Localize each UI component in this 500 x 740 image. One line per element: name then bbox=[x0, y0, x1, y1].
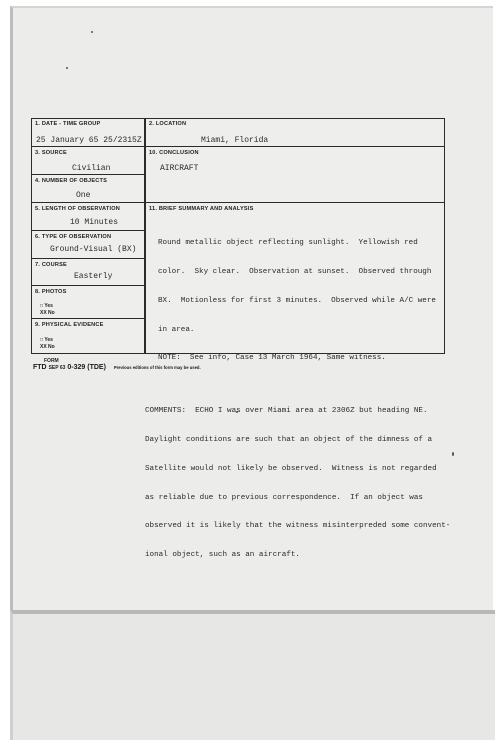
summary-line: COMMENTS: ECHO I was over Miami area at 2306Z but heading NE. bbox=[145, 407, 428, 416]
number-of-objects-label: 4. NUMBER OF OBJECTS bbox=[35, 178, 108, 184]
summary-line: observed it is likely that the witness misinterpreded some convent- bbox=[145, 522, 451, 531]
summary-line: Satellite would not likely be observed. Witness is not regarded bbox=[145, 464, 437, 473]
form-identifier bbox=[33, 364, 201, 371]
physical-evidence-no-checkbox: XX No bbox=[40, 344, 55, 350]
location-label: 2. LOCATION bbox=[149, 121, 187, 127]
brief-summary-label: 11. BRIEF SUMMARY AND ANALYSIS bbox=[149, 206, 254, 212]
row-divider bbox=[31, 202, 445, 203]
source-label: 3. SOURCE bbox=[35, 150, 67, 156]
form-date: SEP 63 bbox=[48, 365, 66, 371]
row-divider bbox=[31, 258, 144, 259]
photos-label: 8. PHOTOS bbox=[35, 289, 67, 295]
number-of-objects-value: One bbox=[76, 191, 91, 200]
physical-evidence-label: 9. PHYSICAL EVIDENCE bbox=[35, 322, 104, 328]
scan-speck bbox=[91, 31, 93, 33]
length-of-observation-value: 10 Minutes bbox=[70, 218, 119, 227]
date-time-group-label: 1. DATE - TIME GROUP bbox=[35, 121, 101, 127]
document-underlay bbox=[10, 610, 495, 740]
type-of-observation-label: 6. TYPE OF OBSERVATION bbox=[35, 234, 112, 240]
form-word: FORM bbox=[44, 358, 59, 364]
previous-editions-note: Previous editions of this form may be used. bbox=[113, 365, 201, 370]
summary-line: ional object, such as an aircraft. bbox=[145, 551, 300, 560]
location-value: Miami, Florida bbox=[201, 136, 269, 145]
conclusion-value: AIRCRAFT bbox=[160, 164, 199, 173]
photos-no-checkbox: XX No bbox=[40, 310, 55, 316]
photos-yes-checkbox: □ Yes bbox=[40, 303, 53, 309]
source-value: Civilian bbox=[72, 164, 111, 173]
summary-line: in area. bbox=[158, 325, 195, 334]
length-of-observation-label: 5. LENGTH OF OBSERVATION bbox=[35, 206, 120, 212]
conclusion-label: 10. CONCLUSION bbox=[149, 150, 199, 156]
summary-line: Daylight conditions are such that an object of the dimness of a bbox=[145, 436, 433, 445]
row-divider bbox=[31, 285, 144, 286]
row-divider bbox=[31, 230, 144, 231]
form-number: 0-329 (TDE) bbox=[67, 364, 106, 371]
course-value: Easterly bbox=[74, 272, 113, 281]
summary-line: NOTE: See info, Case 13 March 1964, Same witness. bbox=[158, 354, 386, 363]
course-label: 7. COURSE bbox=[35, 262, 67, 268]
summary-line: as reliable due to previous correspondence. If an object was bbox=[145, 493, 423, 502]
row-divider bbox=[31, 318, 144, 319]
summary-line: color. Sky clear. Observation at sunset. Observed through bbox=[158, 267, 432, 276]
summary-line: Round metallic object reflecting sunlight. Yellowish red bbox=[158, 239, 418, 248]
row-divider bbox=[31, 174, 144, 175]
physical-evidence-yes-checkbox: □ Yes bbox=[40, 337, 53, 343]
type-of-observation-value: Ground-Visual (BX) bbox=[50, 245, 137, 254]
row-divider bbox=[31, 146, 445, 147]
scan-speck bbox=[66, 67, 68, 69]
date-time-group-value: 25 January 65 25/2315Z bbox=[36, 136, 142, 145]
summary-line bbox=[158, 383, 458, 388]
form-prefix: FTD bbox=[33, 364, 47, 371]
summary-line: BX. Motionless for first 3 minutes. Observed while A/C were bbox=[158, 296, 436, 305]
column-divider bbox=[144, 118, 146, 354]
